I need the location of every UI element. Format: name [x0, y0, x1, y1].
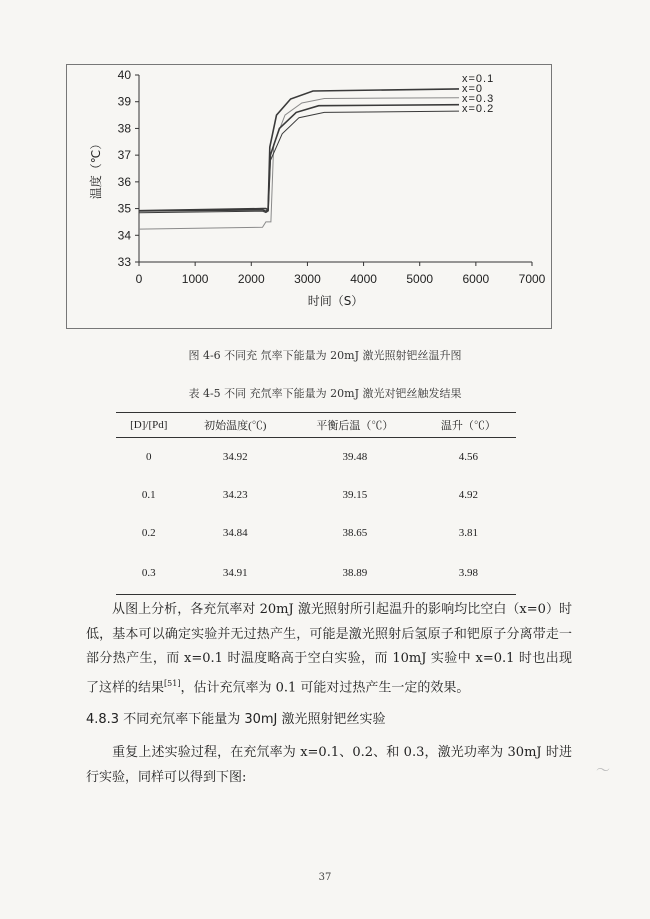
table-cell: 3.98 [421, 552, 516, 595]
y-tick-label: 33 [117, 255, 131, 269]
table-cell: 38.65 [342, 527, 368, 539]
results-table [116, 412, 516, 595]
y-tick-label: 36 [117, 174, 131, 189]
y-tick-label: 38 [117, 121, 131, 136]
x-tick-label: 3000 [294, 272, 321, 286]
table-cell: 0.1 [141, 489, 156, 501]
table-cell: 0.3 [116, 552, 182, 595]
y-tick-label: 40 [117, 68, 131, 82]
section-heading: 4.8.3 不同充氘率下能量为 30mJ 激光照射钯丝实验 [86, 712, 386, 727]
y-tick-label: 37 [117, 148, 131, 163]
scan-mark: 〜 [596, 763, 610, 779]
table-cell: 34.91 [182, 552, 289, 595]
legend-label: x=0 [462, 83, 484, 95]
header-cell: [D]/[Pd] [116, 413, 182, 438]
x-tick-label: 2000 [237, 272, 265, 286]
procedure-paragraph [86, 741, 572, 790]
series-line-x-0-2 [139, 111, 459, 213]
legend-label: x=0.3 [462, 93, 495, 105]
table-header-row [116, 413, 516, 438]
table-row [116, 476, 516, 514]
citation: [51] [164, 678, 181, 688]
header-cell: 初始温度(℃) [182, 413, 289, 438]
table-cell: 34.92 [222, 451, 248, 463]
table-cell: 34.23 [222, 489, 248, 501]
x-tick-label: 4000 [350, 272, 377, 286]
paragraph-text: 从图上分析，各充氘率对 20mJ 激光照射所引起温升的影响均比空白（x=0）时低，基本可以确定实验并无过热产生，可能是激光照射后氢原子和钯原子分离带走一部分热产生，而 x=0.1 时温度略高于空白实验，而 10mJ 实验中 x=0.1 时也出现了这样的结果 [86, 602, 572, 695]
table-cell: 39.48 [342, 451, 368, 463]
paragraph-text: 重复上述实验过程，在充氘率为 x=0.1、0.2、和 0.3，激光功率为 30mJ 时进行实验，同样可以得到下图: [86, 745, 572, 785]
y-tick-label: 34 [117, 228, 131, 243]
table-cell: 39.15 [342, 489, 368, 501]
series-line-x-0-3 [139, 105, 459, 212]
header-cell: 平衡后温（℃） [289, 413, 421, 438]
table-row [116, 514, 516, 552]
x-tick-label: 5000 [406, 272, 434, 286]
x-tick-label: 0 [135, 272, 143, 286]
y-tick-label: 35 [117, 201, 131, 216]
table-cell: 0.2 [141, 527, 156, 539]
x-axis-label: 时间（S） [307, 294, 364, 308]
table-cell: 3.81 [458, 527, 479, 539]
x-tick-label: 1000 [181, 272, 209, 286]
legend-label: x=0.2 [462, 103, 495, 115]
table-cell: 38.89 [289, 552, 421, 595]
table-caption: 表 4-5 不同 充氘率下能量为 20mJ 激光对钯丝触发结果 [188, 387, 462, 400]
page-number: 37 [318, 872, 332, 883]
table-cell: 34.84 [222, 527, 248, 539]
paragraph-tail: ，估计充氘率为 0.1 可能对过热产生一定的效果。 [180, 679, 470, 695]
figure-caption: 图 4-6 不同充 氘率下能量为 20mJ 激光照射钯丝温升图 [188, 349, 462, 362]
analysis-paragraph [86, 598, 572, 700]
table-cell: 4.92 [458, 489, 479, 501]
y-axis-label: 温度（℃） [89, 137, 103, 200]
series-line-x-0 [139, 89, 459, 211]
temperature-chart [66, 64, 550, 327]
table-row [116, 438, 516, 477]
x-tick-label: 6000 [462, 272, 490, 286]
x-tick-label: 7000 [518, 272, 546, 286]
legend-label: x=0.1 [462, 73, 495, 85]
table-row [116, 552, 516, 595]
header-cell: 温升（℃） [421, 413, 516, 438]
y-tick-label: 39 [117, 94, 131, 109]
table-cell: 0 [146, 451, 152, 463]
table-cell: 4.56 [458, 451, 479, 463]
